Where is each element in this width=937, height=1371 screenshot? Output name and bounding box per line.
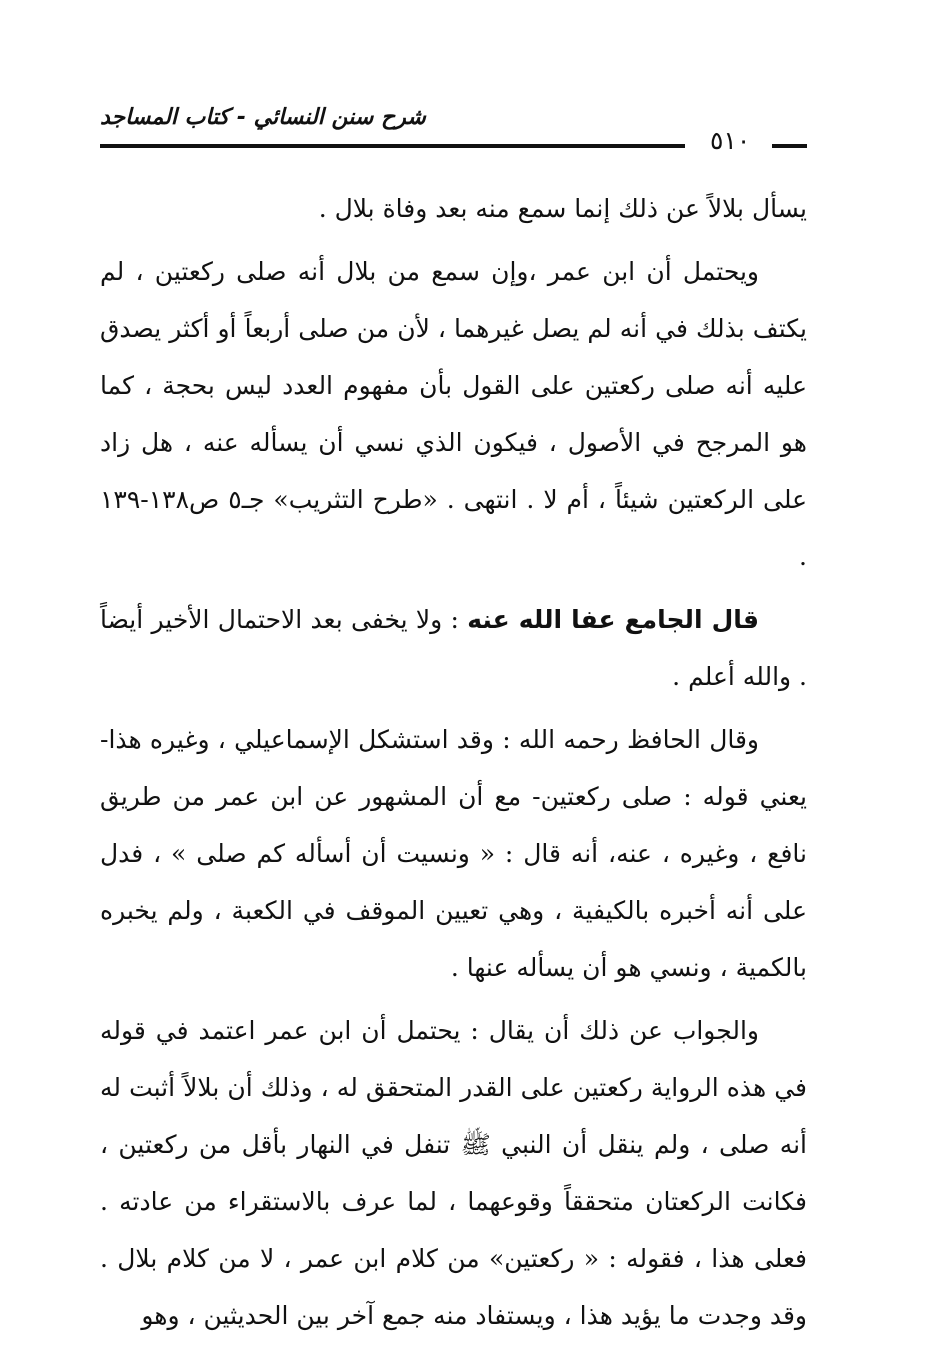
paragraph-text: يسأل بلالاً عن ذلك إنما سمع منه بعد وفاة بلال . [318,194,807,223]
paragraph-text: : ولا يخفى بعد الاحتمال الأخير أيضاً . والله أعلم . [100,605,807,691]
paragraph-text: والجواب عن ذلك أن يقال : يحتمل أن ابن عمر اعتمد في قوله في هذه الرواية ركعتين على القدر المتحقق له ، وذلك أن بلالاً أثبت له أنه صلى ، ولم ينقل أن النبي ﷺ تنفل في النهار بأقل من ركعتين ، فكانت الركعتان متحققاً وقوعهما ، لما عرف بالاستقراء من عادته . فعلى هذا ، فقوله : « ركعتين» من كلام ابن عمر ، لا من كلام بلال . وقد وجدت ما يؤيد هذا ، ويستفاد منه جمع آخر بين الحديثين ، وهو [100,1016,807,1330]
paragraph-3 [100,591,807,705]
paragraph-text: وقال الحافظ رحمه الله : وقد استشكل الإسماعيلي ، وغيره هذا- يعني قوله : صلى ركعتين- مع أن المشهور عن ابن عمر من طريق نافع ، وغيره ، عنه، أنه قال : « ونسيت أن أسأله كم صلى » ، فدل على أنه أخبره بالكيفية ، وهي تعيين الموقف في الكعبة ، ولم يخبره بالكمية ، ونسي هو أن يسأله عنها . [100,725,807,982]
paragraph-2 [100,243,807,585]
running-title: شرح سنن النسائي - كتاب المساجد [100,105,426,130]
paragraph-text: ويحتمل أن ابن عمر ،وإن سمع من بلال أنه صلى ركعتين ، لم يكتف بذلك في أنه لم يصل غيرهما ، لأن من صلى أربعاً أو أكثر يصدق عليه أنه صلى ركعتين على القول بأن مفهوم العدد ليس بحجة ، كما هو المرجح في الأصول ، فيكون الذي نسي أن يسأله عنه ، هل زاد على الركعتين شيئاً ، أم لا . انتهى . «طرح التثريب» جـ٥ ص١٣٨-١٣٩ . [100,257,808,571]
paragraph-4 [100,711,807,996]
header-rule [100,144,685,148]
page-number: ٥١٠ [710,126,751,155]
paragraph-1 [100,180,807,237]
paragraph-5 [100,1002,807,1344]
paragraph-lead: قال الجامع عفا الله عنه [467,605,760,634]
page-body [100,180,807,1344]
page-header [100,96,807,156]
page-number-dash [772,144,807,148]
